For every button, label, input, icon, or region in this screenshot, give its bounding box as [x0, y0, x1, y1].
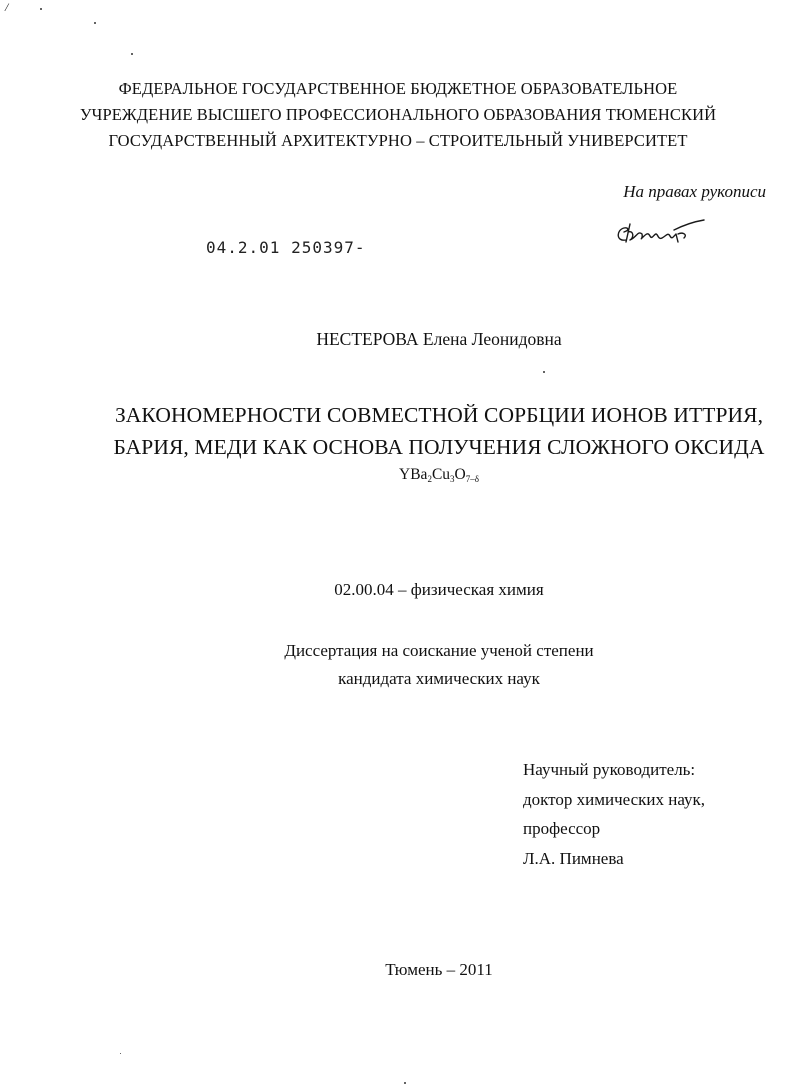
supervisor-name: Л.А. Пимнева [523, 848, 624, 868]
formula-subscript: 2 [427, 474, 432, 484]
institution-line: УЧРЕЖДЕНИЕ ВЫСШЕГО ПРОФЕССИОНАЛЬНОГО ОБРАЗОВАНИЯ ТЮМЕНСКИЙ [79, 105, 717, 124]
institution-line: ФЕДЕРАЛЬНОЕ ГОСУДАРСТВЕННОЕ БЮДЖЕТНОЕ ОБРАЗОВАТЕЛЬНОЕ [118, 79, 678, 98]
degree-line: кандидата химических наук [338, 669, 540, 688]
institution-name [0, 76, 796, 154]
degree-statement [0, 637, 796, 693]
supervisor-degree: доктор химических наук, [523, 789, 706, 809]
author-name: НЕСТЕРОВА Елена Леонидовна [316, 329, 562, 349]
title-line: БАРИЯ, МЕДИ КАК ОСНОВА ПОЛУЧЕНИЯ СЛОЖНОГО ОКСИДА [113, 435, 765, 459]
manuscript-note: На правах рукописи [623, 182, 766, 201]
supervisor-position: профессор [523, 819, 601, 838]
specialty-code: 02.00.04 – физическая химия [334, 580, 544, 599]
formula-part: O [454, 466, 466, 483]
formula-part: Cu [431, 466, 451, 483]
formula-subscript: 3 [450, 474, 455, 484]
scan-mark: / [5, 0, 9, 14]
institution-line: ГОСУДАРСТВЕННЫЙ АРХИТЕКТУРНО – СТРОИТЕЛЬНЫЙ УНИВЕРСИТЕТ [108, 131, 688, 150]
formula-subscript: 7–δ [465, 474, 479, 484]
archive-stamp-number: 04.2.01 250397- [206, 238, 366, 257]
handwritten-signature [612, 212, 712, 252]
degree-line: Диссертация на соискание ученой степени [284, 641, 594, 660]
supervisor-block [523, 755, 705, 873]
city-year: Тюмень – 2011 [385, 960, 493, 979]
supervisor-label: Научный руководитель: [523, 760, 696, 779]
formula-part: YBa [399, 466, 428, 483]
dissertation-title [0, 399, 796, 463]
title-line: ЗАКОНОМЕРНОСТИ СОВМЕСТНОЙ СОРБЦИИ ИОНОВ ИТТРИЯ, [114, 403, 764, 427]
chemical-formula [0, 466, 796, 484]
